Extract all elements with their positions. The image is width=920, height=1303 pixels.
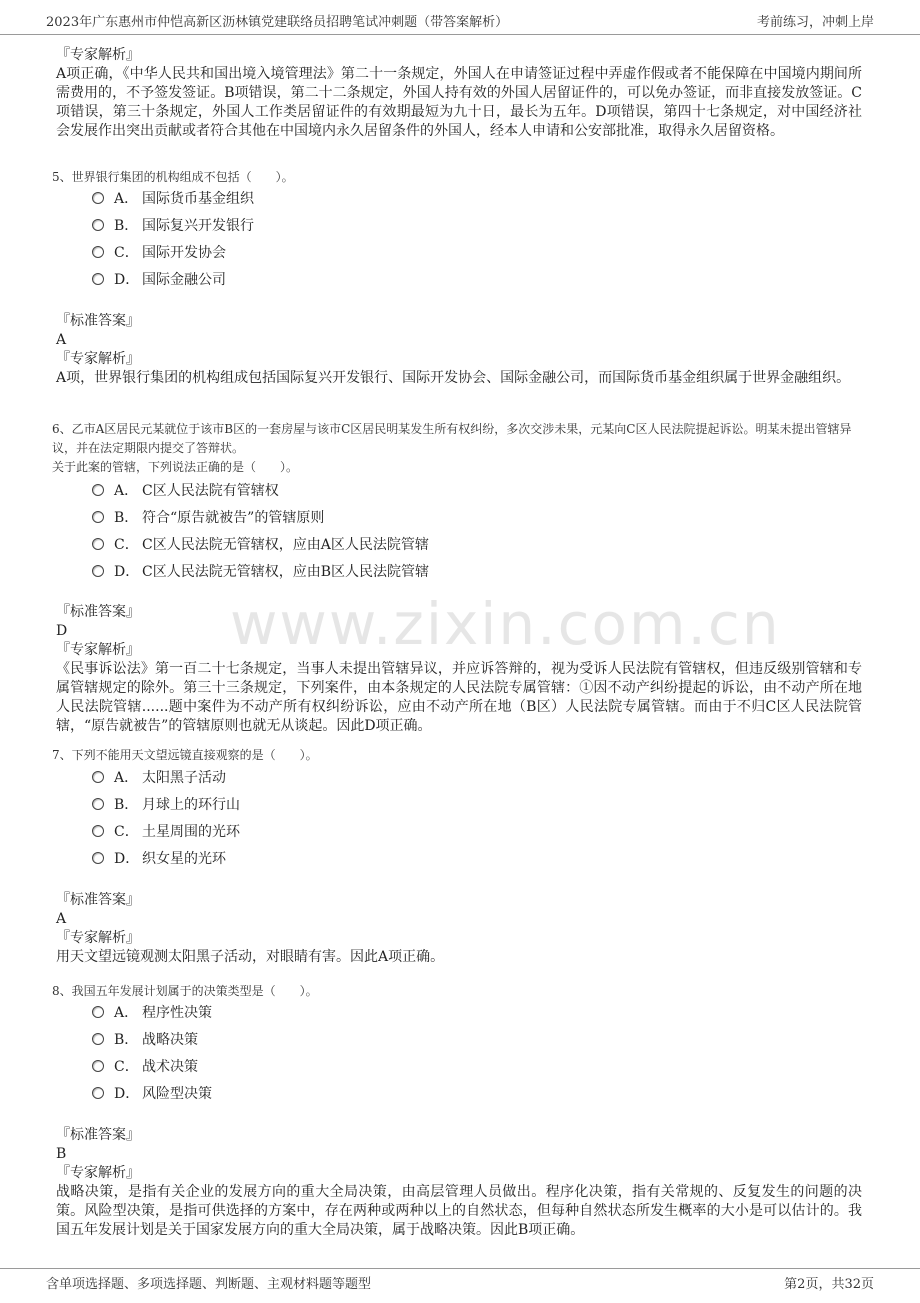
q7-stem: 7、下列不能用天文望远镜直接观察的是（ ）。 [52,748,318,762]
analysis-label: 『专家解析』 [56,351,140,367]
standard-answer-label: 『标准答案』 [56,604,140,620]
radio-button[interactable] [92,825,104,837]
radio-button[interactable] [92,771,104,783]
standard-answer-label: 『标准答案』 [56,892,140,908]
q5-stem: 5、世界银行集团的机构组成不包括（ ）。 [52,170,294,184]
radio-button[interactable] [92,273,104,285]
q6-option-a[interactable]: A． C区人民法院有管辖权 [92,481,279,501]
q4-analysis: A项正确，《中华人民共和国出境入境管理法》第二十一条规定，外国人在申请签证过程中弄虚作假或者不能保障在中国境内期间所需费用的，不予签发签证。B项错误，第二十二条规定，外国人持有效的外国人居留证件的，可以免办签证，而非直接发放签证。C项错误，第三十条规定，外国人工作类居留证件的有效期最短为九十日，最长为五年。D项错误，第四十七条规定，对中国经济社会发展作出突出贡献或者符合其他在中国境内永久居留条件的外国人，经本人申请和公安部批准，取得永久居留资格。 [56,66,862,139]
q8-analysis: 战略决策，是指有关企业的发展方向的重大全局决策，由高层管理人员做出。程序化决策，指有关常规的、反复发生的问题的决策。风险型决策，是指可供选择的方案中，存在两种或两种以上的自然状态，但每种自然状态所发生概率的大小是可以估计的。我国五年发展计划是关于国家发展方向的重大全局决策，属于战略决策。因此B项正确。 [56,1184,862,1238]
q6-stem: 6、乙市A区居民元某就位于该市B区的一套房屋与该市C区居民明某发生所有权纠纷，多次交涉未果，元某向C区人民法院提起诉讼。明某未提出管辖异议，并在法定期限内提交了答辩状。 [52,422,852,455]
q8-answer: B [56,1146,67,1162]
footer-note: 含单项选择题、多项选择题、判断题、主观材料题等题型 [46,1277,372,1292]
radio-button[interactable] [92,852,104,864]
page-header [0,0,920,35]
analysis-label: 『专家解析』 [56,930,140,946]
radio-button[interactable] [92,511,104,523]
q7-option-d[interactable]: D． 织女星的光环 [92,849,226,869]
page-number: 第2页，共32页 [784,1277,874,1292]
q8-option-d[interactable]: D． 风险型决策 [92,1084,212,1104]
page-footer [0,1268,920,1303]
watermark: www.zixin.com.cn [230,590,781,658]
radio-button[interactable] [92,565,104,577]
analysis-label: 『专家解析』 [56,47,140,63]
radio-button[interactable] [92,192,104,204]
q6-analysis: 《民事诉讼法》第一百二十七条规定，当事人未提出管辖异议，并应诉答辩的，视为受诉人民法院有管辖权，但违反级别管辖和专属管辖规定的除外。第三十三条规定，下列案件，由本条规定的人民法院专属管辖：①因不动产纠纷提起的诉讼，由不动产所在地人民法院管辖......题中案件为不动产所有权纠纷诉讼，应由不动产所在地（B区）人民法院专属管辖。而由于不归C区人民法院管辖，“原告就被告”的管辖原则也就无从谈起。因此D项正确。 [56,661,862,734]
q5-answer: A [56,332,67,348]
header-slogan: 考前练习，冲刺上岸 [756,15,874,30]
radio-button[interactable] [92,246,104,258]
q8-stem: 8、我国五年发展计划属于的决策类型是（ ）。 [52,984,318,998]
q5-option-c[interactable]: C． 国际开发协会 [92,243,226,263]
radio-button[interactable] [92,798,104,810]
radio-button[interactable] [92,538,104,550]
radio-button[interactable] [92,219,104,231]
radio-button[interactable] [92,1060,104,1072]
radio-button[interactable] [92,1006,104,1018]
analysis-label: 『专家解析』 [56,1165,140,1181]
q7-option-b[interactable]: B． 月球上的环行山 [92,795,240,815]
q6-option-b[interactable]: B． 符合“原告就被告”的管辖原则 [92,508,324,528]
q7-option-a[interactable]: A． 太阳黑子活动 [92,768,226,788]
q5-analysis: A项，世界银行集团的机构组成包括国际复兴开发银行、国际开发协会、国际金融公司，而国际货币基金组织属于世界金融组织。 [56,370,851,386]
radio-button[interactable] [92,1087,104,1099]
radio-button[interactable] [92,1033,104,1045]
q8-option-b[interactable]: B． 战略决策 [92,1030,198,1050]
q5-option-d[interactable]: D． 国际金融公司 [92,270,226,290]
q8-option-a[interactable]: A． 程序性决策 [92,1003,212,1023]
standard-answer-label: 『标准答案』 [56,1127,140,1143]
q6-option-c[interactable]: C． C区人民法院无管辖权，应由A区人民法院管辖 [92,535,429,555]
q6-answer: D [56,623,68,639]
q6-question: 关于此案的管辖，下列说法正确的是（ ）。 [52,460,299,474]
analysis-label: 『专家解析』 [56,642,140,658]
q5-option-b[interactable]: B． 国际复兴开发银行 [92,216,254,236]
q7-answer: A [56,911,67,927]
q7-analysis: 用天文望远镜观测太阳黑子活动，对眼睛有害。因此A项正确。 [56,949,445,965]
q5-option-a[interactable]: A． 国际货币基金组织 [92,189,254,209]
q6-option-d[interactable]: D． C区人民法院无管辖权，应由B区人民法院管辖 [92,562,429,582]
q7-option-c[interactable]: C． 土星周围的光环 [92,822,240,842]
q8-option-c[interactable]: C． 战术决策 [92,1057,198,1077]
radio-button[interactable] [92,484,104,496]
standard-answer-label: 『标准答案』 [56,313,140,329]
document-title: 2023年广东惠州市仲恺高新区沥林镇党建联络员招聘笔试冲刺题（带答案解析） [46,15,509,30]
page-content [0,34,920,1268]
